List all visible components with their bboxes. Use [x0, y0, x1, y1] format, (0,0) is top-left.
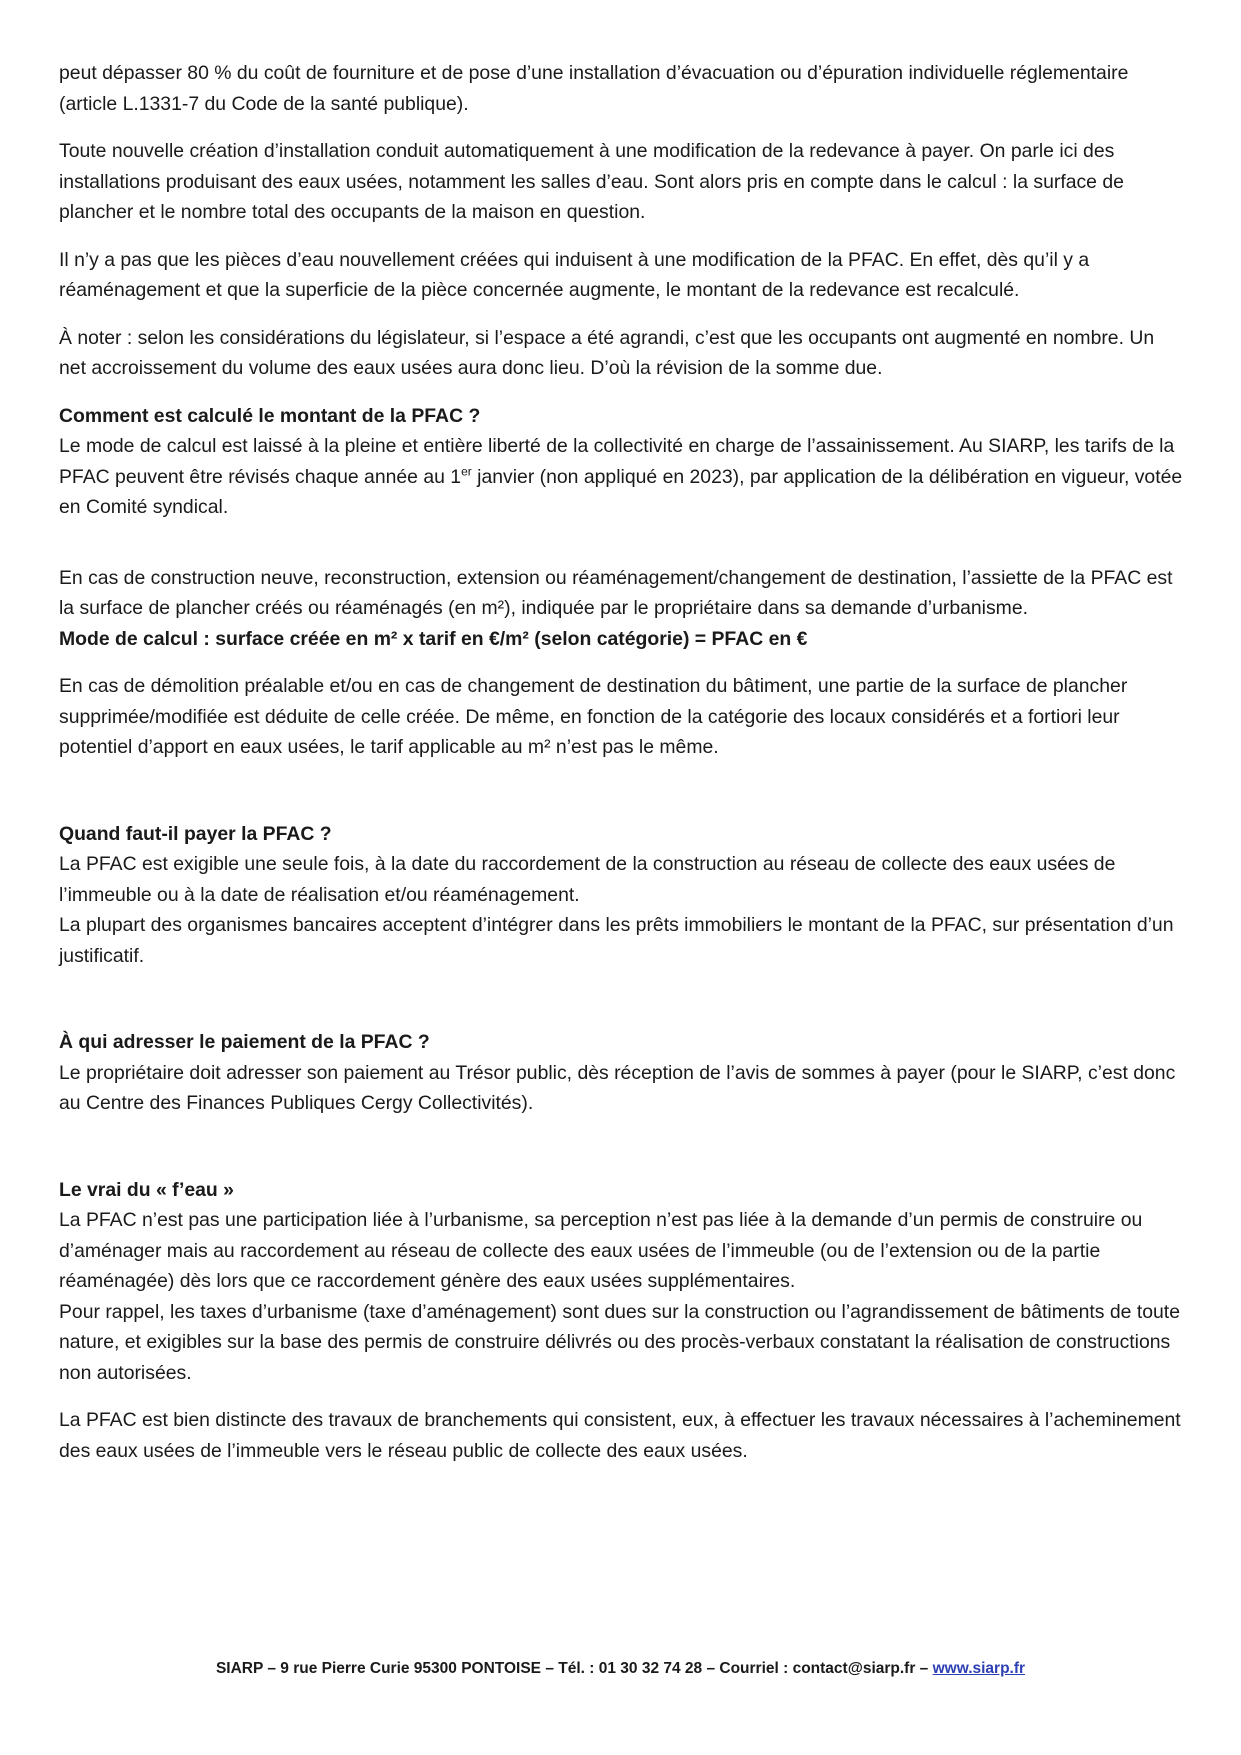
paragraph-vrai-taxes: Pour rappel, les taxes d’urbanisme (taxe d’aménagement) sont dues sur la construction ou l’agrandissement de bâtiments de toute nature, et exigibles sur la base des permis de construire délivrés ou des procès-verbaux constatant la réalisation de constructions non autorisées.	[59, 1300, 1180, 1384]
paragraph-qui-paiement: Le propriétaire doit adresser son paiement au Trésor public, dès réception de l’avis de sommes à payer (pour le SIARP, c’est donc au Centre des Finances Publiques Cergy Collectivités).	[59, 1061, 1176, 1114]
heading-qui: À qui adresser le paiement de la PFAC ?	[59, 1031, 430, 1053]
paragraph-quand-exigible: La PFAC est exigible une seule fois, à la date du raccordement de la construction au réseau de collecte des eaux usées de l’immeuble ou à la date de réalisation et/ou réaménagement.	[59, 853, 1116, 906]
paragraph-new-installation: Toute nouvelle création d’installation conduit automatiquement à une modification de la redevance à payer. On parle ici des installations produisant des eaux usées, notamment les salles d’eau. Sont alors pris en compte dans le calcul : la surface de plancher et le nombre total des occupants de la maison en question.	[59, 140, 1124, 223]
calcul-text-before: Le mode de calcul est laissé à la pleine et entière liberté de la collectivité en charge de l’assainissement. Au SIARP, les tarifs de la PFAC peuvent être révisés chaque année au 1	[59, 435, 1175, 488]
paragraph-demolition: En cas de démolition préalable et/ou en cas de changement de destination du bâtiment, une partie de la surface de plancher supprimée/modifiée est déduite de celle créée. De même, en fonction de la catégorie des locaux considérés et a fortiori leur potentiel d’apport en eaux usées, le tarif applicable au m² n’est pas le même.	[59, 675, 1128, 758]
paragraph-note: À noter : selon les considérations du législateur, si l’espace a été agrandi, c’est que les occupants ont augmenté en nombre. Un net accroissement du volume des eaux usées aura donc lieu. D’où la révision de la somme due.	[59, 326, 1155, 379]
paragraph-assiette: En cas de construction neuve, reconstruction, extension ou réaménagement/changement de destination, l’assiette de la PFAC est la surface de plancher créés ou réaménagés (en m²), indiquée par le propriétaire dans sa demande d’urbanisme.	[59, 566, 1173, 619]
footer-website-link[interactable]: www.siarp.fr	[932, 1660, 1026, 1677]
heading-calcul: Comment est calculé le montant de la PFAC ?	[59, 404, 481, 427]
paragraph-calcul-mode	[59, 431, 1186, 523]
paragraph-vrai-branchements: La PFAC est bien distincte des travaux de branchements qui consistent, eux, à effectuer les travaux nécessaires à l’acheminement des eaux usées de l’immeuble vers le réseau public de collecte des eaux usées.	[59, 1409, 1181, 1462]
paragraph-cost-limit: peut dépasser 80 % du coût de fourniture et de pose d’une installation d’évacuation ou d’épuration individuelle réglementaire (article L.1331-7 du Code de la santé publique).	[59, 62, 1129, 115]
paragraph-vrai-participation: La PFAC n’est pas une participation liée à l’urbanisme, sa perception n’est pas liée à la demande d’un permis de construire ou d’aménager mais au raccordement au réseau de collecte des eaux usées de l’immeuble (ou de l’extension ou de la partie réaménagée) dès lors que ce raccordement génère des eaux usées supplémentaires.	[59, 1209, 1143, 1292]
heading-vrai-feau: Le vrai du « f’eau »	[59, 1178, 234, 1201]
calcul-formula: Mode de calcul : surface créée en m² x tarif en €/m² (selon catégorie) = PFAC en €	[59, 627, 808, 650]
superscript-er: er	[461, 464, 472, 479]
calcul-text-after: janvier (non appliqué en 2023), par application de la délibération en vigueur, votée en Comité syndical.	[59, 465, 1183, 518]
heading-quand: Quand faut-il payer la PFAC ?	[59, 822, 332, 845]
page-footer	[0, 1660, 1241, 1678]
paragraph-quand-banques: La plupart des organismes bancaires acceptent d’intégrer dans les prêts immobiliers le montant de la PFAC, sur présentation d’un justificatif.	[59, 914, 1174, 967]
paragraph-renovation: Il n’y a pas que les pièces d’eau nouvellement créées qui induisent à une modification de la PFAC. En effet, dès qu’il y a réaménagement et que la superficie de la pièce concernée augmente, le montant de la redevance est recalculé.	[59, 248, 1090, 301]
footer-contact: SIARP – 9 rue Pierre Curie 95300 PONTOISE – Tél. : 01 30 32 74 28 – Courriel : contact@siarp.fr –	[215, 1660, 933, 1677]
document-body	[59, 58, 1186, 1466]
